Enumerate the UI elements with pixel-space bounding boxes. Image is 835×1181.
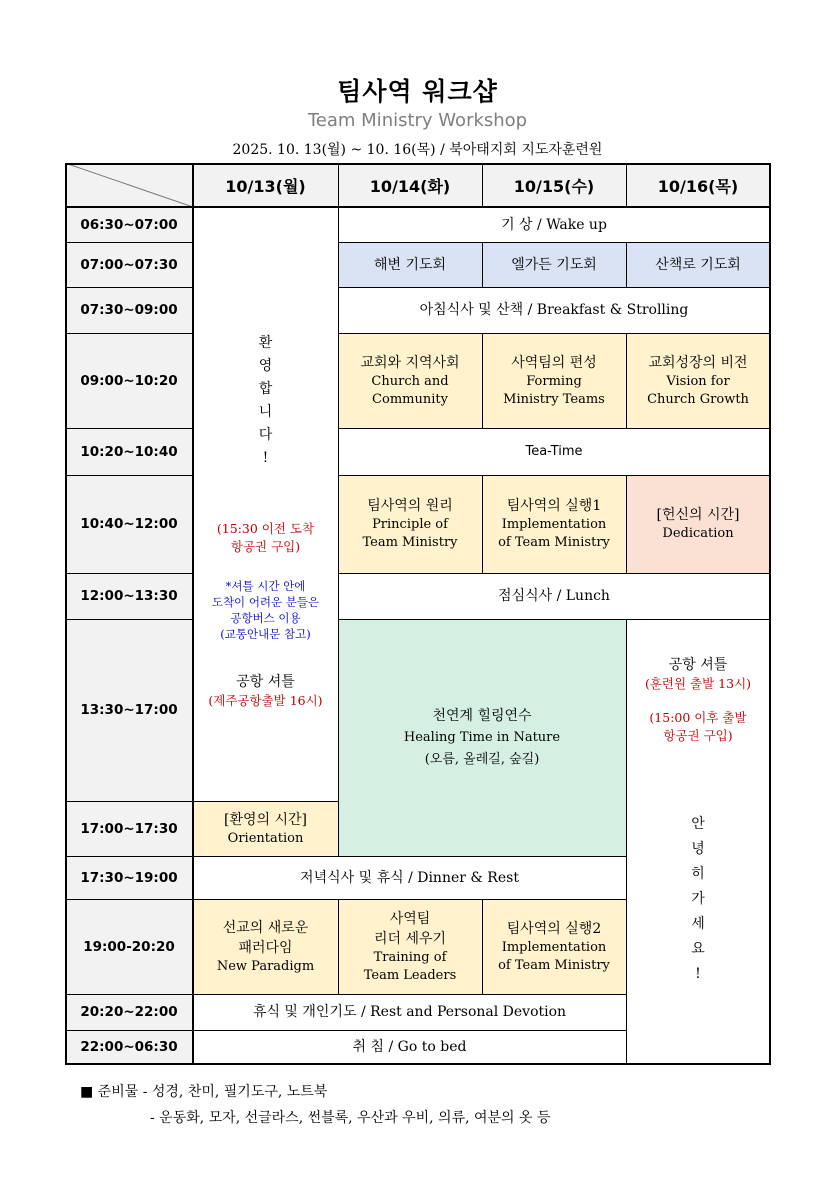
departure-note: (15:00 이후 출발 xyxy=(649,710,747,725)
welcome-char: 니 xyxy=(258,404,273,420)
column-divider xyxy=(482,899,483,994)
column-divider xyxy=(626,619,627,1064)
row-divider xyxy=(193,801,338,802)
session-title-en: Church Growth xyxy=(647,391,749,407)
row-divider xyxy=(338,475,770,476)
header-day-3: 10/15(수) xyxy=(513,176,595,196)
cell-prayer-trail: 산책로 기도회 xyxy=(626,242,770,287)
column-divider xyxy=(626,163,627,207)
row-divider xyxy=(338,242,770,243)
cell-session-forming-teams xyxy=(482,333,626,428)
cell-session-implementation-2 xyxy=(482,899,626,994)
header-day-1: 10/13(월) xyxy=(225,176,306,196)
row-divider xyxy=(65,287,193,288)
departure-note: 항공권 구입) xyxy=(663,728,733,743)
cell-healing-nature xyxy=(338,619,626,856)
preparation-list: ■ 준비물 - 성경, 찬미, 필기도구, 노트북 xyxy=(80,1084,328,1100)
row-divider xyxy=(65,801,193,802)
welcome-char: 영 xyxy=(258,358,273,374)
session-title-en: Community xyxy=(372,391,448,407)
bus-note: (교통안내문 참고) xyxy=(220,627,311,641)
column-divider xyxy=(338,207,339,856)
row-divider xyxy=(65,994,193,995)
goodbye-char: 세 xyxy=(691,916,705,932)
session-title-ko: [환영의 시간] xyxy=(224,811,307,828)
session-title-ko: [헌신의 시간] xyxy=(656,507,740,523)
session-title-ko: 사역팀의 편성 xyxy=(511,354,597,371)
cell-lunch: 점심식사 / Lunch xyxy=(498,588,610,604)
time-slot: 13:30~17:00 xyxy=(80,702,178,718)
cell-thursday-departure xyxy=(626,619,770,1064)
time-slot: 10:40~12:00 xyxy=(80,516,178,532)
session-title-en: New Paradigm xyxy=(216,958,315,974)
welcome-char: 다 xyxy=(258,427,273,443)
row-divider xyxy=(193,856,626,857)
session-title-en: Team Ministry xyxy=(362,535,458,550)
table-border-top xyxy=(65,163,770,165)
time-slot: 07:30~09:00 xyxy=(80,302,178,318)
session-title-ko: 사역팀 xyxy=(389,910,431,927)
row-divider xyxy=(193,994,626,995)
cell-rest: 휴식 및 개인기도 / Rest and Personal Devotion xyxy=(252,1004,567,1020)
bus-note: *셔틀 시간 안에 xyxy=(225,579,306,593)
column-divider xyxy=(482,475,483,573)
cell-bed: 취 침 / Go to bed xyxy=(352,1039,467,1055)
arrival-note: (15:30 이전 도착 xyxy=(216,521,315,536)
cell-prayer-garden: 엘가든 기도회 xyxy=(482,242,626,287)
session-title-en: Training of xyxy=(373,949,447,965)
shuttle-time-note: (제주공항출발 16시) xyxy=(208,693,323,708)
time-column-divider xyxy=(192,163,194,1065)
page-subtitle: Team Ministry Workshop xyxy=(307,110,528,131)
time-slot: 09:00~10:20 xyxy=(80,372,178,389)
welcome-char: 합 xyxy=(258,381,273,397)
page-title: 팀사역 워크샵 xyxy=(337,77,498,106)
row-divider xyxy=(65,1030,193,1031)
session-title-ko: 팀사역의 실행1 xyxy=(506,498,602,514)
row-divider xyxy=(193,1030,626,1031)
time-slot: 22:00~06:30 xyxy=(80,1039,178,1055)
session-title-en: Church and xyxy=(371,373,449,389)
row-divider xyxy=(65,475,193,476)
row-divider xyxy=(65,573,193,574)
row-divider xyxy=(338,573,770,574)
cell-prayer-beach: 해변 기도회 xyxy=(338,242,482,287)
header-divider xyxy=(65,206,770,208)
session-title-en: Vision for xyxy=(666,373,730,389)
column-divider xyxy=(338,163,339,207)
cell-session-team-leaders xyxy=(338,899,482,994)
session-title-ko: 교회와 지역사회 xyxy=(360,354,460,371)
session-title-en: Ministry Teams xyxy=(503,391,605,407)
session-title-en: Implementation xyxy=(501,517,607,532)
row-divider xyxy=(65,428,193,429)
column-divider xyxy=(626,475,627,573)
session-title-en: Healing Time in Nature xyxy=(403,729,561,745)
row-divider xyxy=(193,899,626,900)
column-divider xyxy=(482,163,483,207)
session-title-ko: 팀사역의 실행2 xyxy=(506,920,602,937)
goodbye-char: 녕 xyxy=(691,841,705,857)
cell-session-implementation-1 xyxy=(482,475,626,573)
time-slot: 20:20~22:00 xyxy=(80,1004,178,1020)
cell-session-principle xyxy=(338,475,482,573)
table-border-right xyxy=(769,163,771,1065)
cell-monday-arrival xyxy=(193,207,338,801)
session-title-ko: 교회성장의 비전 xyxy=(648,354,748,371)
time-slot: 17:00~17:30 xyxy=(80,820,178,837)
session-subtitle: (오름, 올레길, 숲길) xyxy=(424,751,540,767)
session-title-en: Team Leaders xyxy=(363,967,457,983)
goodbye-char: 안 xyxy=(691,816,705,832)
shuttle-label: 공항 셔틀 xyxy=(236,674,295,690)
welcome-char: ! xyxy=(262,450,269,466)
time-slot: 07:00~07:30 xyxy=(80,256,178,273)
cell-dinner: 저녁식사 및 휴식 / Dinner & Rest xyxy=(300,869,519,886)
header-day-4: 10/16(목) xyxy=(657,176,739,196)
time-slot: 06:30~07:00 xyxy=(80,216,178,233)
cell-session-dedication xyxy=(626,475,770,573)
table-border-left xyxy=(65,163,67,1065)
time-slot: 17:30~19:00 xyxy=(80,869,178,886)
shuttle-time-note: (훈련원 출발 13시) xyxy=(644,676,752,691)
shuttle-label: 공항 셔틀 xyxy=(668,657,728,673)
row-divider xyxy=(65,899,193,900)
row-divider xyxy=(65,619,193,620)
row-divider xyxy=(338,428,770,429)
session-title-en: of Team Ministry xyxy=(498,535,610,550)
cell-session-church-growth xyxy=(626,333,770,428)
bus-note: 도착이 어려운 분들은 xyxy=(211,595,320,609)
session-title-en: Implementation xyxy=(501,939,607,955)
column-divider xyxy=(482,242,483,287)
column-divider xyxy=(482,333,483,428)
goodbye-char: 히 xyxy=(691,866,705,882)
cell-tea-time: Tea-Time xyxy=(525,443,583,459)
table-border-bottom xyxy=(65,1063,770,1065)
goodbye-char: 가 xyxy=(691,891,705,907)
session-title-ko: 팀사역의 원리 xyxy=(367,498,453,514)
header-day-2: 10/14(화) xyxy=(369,176,451,196)
session-title-en: Orientation xyxy=(227,830,304,846)
session-title-ko: 천연계 힐링연수 xyxy=(432,707,532,724)
time-slot: 12:00~13:30 xyxy=(80,588,178,604)
cell-wake-up: 기 상 / Wake up xyxy=(501,216,607,233)
cell-session-new-paradigm xyxy=(193,899,338,994)
session-title-en: Principle of xyxy=(372,517,448,532)
cell-orientation xyxy=(193,801,338,856)
goodbye-char: ! xyxy=(695,966,701,982)
time-slot: 19:00-20:20 xyxy=(83,938,175,955)
bus-note: 공항버스 이용 xyxy=(230,611,301,625)
session-title-en: Forming xyxy=(526,373,582,389)
row-divider xyxy=(65,242,193,243)
cell-breakfast: 아침식사 및 산책 / Breakfast & Strolling xyxy=(419,302,689,318)
session-title-ko: 선교의 새로운 xyxy=(222,919,309,936)
column-divider xyxy=(338,899,339,994)
column-divider xyxy=(626,333,627,428)
session-title-ko: 리더 세우기 xyxy=(373,930,447,947)
cell-session-church-community xyxy=(338,333,482,428)
header-diagonal xyxy=(65,163,193,207)
column-divider xyxy=(626,242,627,287)
welcome-char: 환 xyxy=(258,335,273,351)
arrival-note: 항공권 구입) xyxy=(230,539,301,554)
time-slot: 10:20~10:40 xyxy=(80,443,178,460)
goodbye-char: 요 xyxy=(691,941,705,957)
preparation-list-continued: - 운동화, 모자, 선글라스, 썬블록, 우산과 우비, 의류, 여분의 옷 등 xyxy=(150,1110,551,1126)
row-divider xyxy=(338,619,770,620)
session-title-en: Dedication xyxy=(662,526,734,541)
row-divider xyxy=(65,333,193,334)
session-title-en: of Team Ministry xyxy=(498,957,610,973)
date-location: 2025. 10. 13(월) ~ 10. 16(목) / 북아태지회 지도자훈련원 xyxy=(232,142,603,158)
row-divider xyxy=(338,287,770,288)
row-divider xyxy=(338,333,770,334)
row-divider xyxy=(65,856,193,857)
session-title-ko: 패러다임 xyxy=(238,939,293,956)
